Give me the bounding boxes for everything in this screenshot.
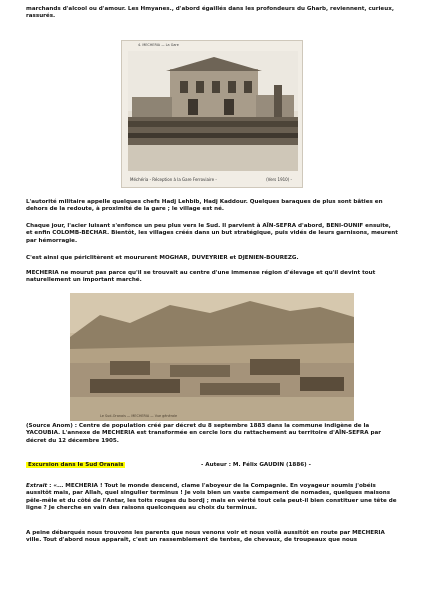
paragraph-villages: C'est ainsi que périclitèrent et moururent MOGHAR, DUVEYRIER et DJENIEN-BOUREZG. <box>26 255 299 261</box>
paragraph-intro: marchands d'alcool ou d'amour. Les Hmyanes., d'abord égaillés dans les profondeurs du Gharb, reviennent, curieux, rassurés. <box>26 6 394 20</box>
photo-caption-left: Méchéria - Réception à la Gare Ferroviaire - <box>130 177 217 182</box>
station-photo-image <box>128 51 298 171</box>
paragraph-excerpt <box>26 483 398 513</box>
excerpt-text: : «... MECHERIA ! Tout le monde descend, clame l'aboyeur de la Compagnie. En voyageur soumis j'obéis aussitôt mais, par Allah, quel singulier terminus ! Je vois bien un vaste campement de nomades, quelques maisons pêle-mêle et du côté de l'Antar, les toits rouges du bordj ; mais en vérité tout cela peut-il bien constituer une tête de ligne ? Je cherche en vain des raisons quelconques au choix du terminus. <box>26 483 397 512</box>
panorama-photo <box>70 293 354 421</box>
station-illustration <box>128 51 298 171</box>
paragraph-source: (Source Anom) : Centre de population créé par décret du 8 septembre 1883 dans la commune indigène de la YACOUBIA. L'annexe de MECHERIA est transformée en cercle lors du rattachement au territoire d'AÏN-SEFRA par décret du 12 décembre 1905. <box>26 423 382 444</box>
section-title: Excursion dans le Sud Oranais <box>28 462 124 468</box>
paragraph-market: MECHERIA ne mourut pas parce qu'il se trouvait au centre d'une immense région d'élevage et qu'il devint tout naturellement un important marché. <box>26 270 376 284</box>
paragraph-arrival: A peine débarqués nous trouvons les parents que nous venons voir et nous voilà aussitôt en route par MECHERIA ville. Tout d'abord nous apparaît, c'est un rassemblement de tentes, de chevaux, de troupeaux que nous <box>26 530 385 544</box>
paragraph-railway: Chaque jour, l'acier luisant s'enfonce un peu plus vers le Sud. Il parvient à AÏN-SEFRA d'abord, BENI-OUNIF ensuite, et enfin COLOMB-BECHAR. Bientôt, les villages créés dans un but stratégique, puis vidés de leurs garnisons, meurent par hémorragie. <box>26 223 398 244</box>
excerpt-label: Extrait <box>26 483 48 489</box>
panorama-illustration <box>70 293 354 421</box>
panorama-caption: Le Sud-Oranais — MECHERIA — Vue générale <box>100 414 178 418</box>
station-photo <box>121 40 303 188</box>
excerpt-heading <box>26 462 398 470</box>
photo-caption-right: (Vers 1910) - <box>266 177 292 182</box>
photo-inner-label: 4. MECHERIA — La Gare <box>138 43 179 47</box>
author-credit: - Auteur : M. Félix GAUDIN (1886) - <box>201 462 311 468</box>
paragraph-military: L'autorité militaire appelle quelques chefs Hadj Lehbib, Hadj Kaddour. Quelques baraques de plus sont bâties en dehors de la redoute, à proximité de la gare ; le village est né. <box>26 199 383 213</box>
